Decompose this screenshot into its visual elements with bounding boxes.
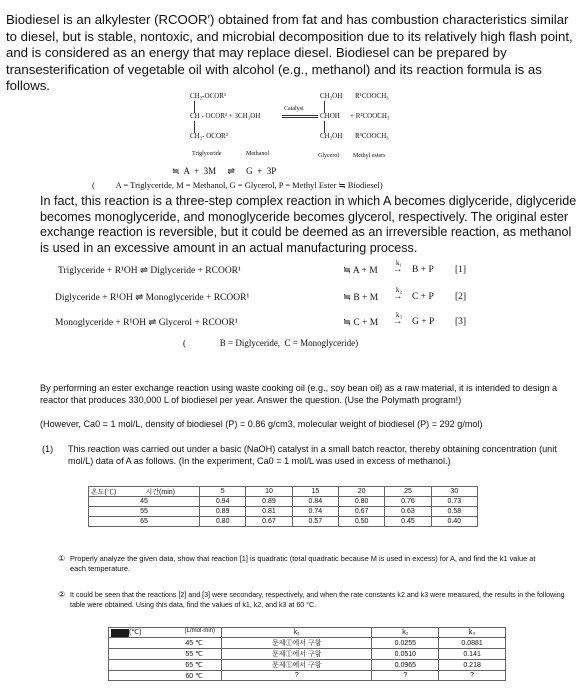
subquestion-1-number: ① bbox=[58, 554, 66, 563]
step-3-products: G + P bbox=[412, 317, 435, 327]
cell: 0.57 bbox=[292, 517, 338, 527]
table-row bbox=[89, 517, 478, 527]
time-header: 30 bbox=[431, 487, 477, 497]
cell: ? bbox=[222, 671, 372, 681]
step-3-left: Monoglyceride + R¹OH ⇌ Glycerol + RCOOR¹ bbox=[55, 318, 238, 328]
time-header: 20 bbox=[338, 487, 384, 497]
cell: 0.0255 bbox=[372, 638, 439, 649]
cell: ? bbox=[439, 671, 506, 681]
cell: 0.74 bbox=[292, 507, 338, 517]
header-k1: k₁ bbox=[222, 628, 372, 638]
corner-temp-label: 온도(℃) bbox=[91, 489, 117, 496]
step-2-number: [2] bbox=[455, 292, 467, 302]
cell: 0.67 bbox=[246, 517, 292, 527]
question-1-text: This reaction was carried out under a basic (NaOH) catalyst in a small batch reactor, thereby obtaining concentration (unit mol/L) data of A as follows. (In the experiment, Ca0 = 1 mol/L was used in excess of methanol.) bbox=[68, 444, 557, 466]
cell: 0.81 bbox=[246, 507, 292, 517]
step-legend: ( B = Diglyceride, C = Monoglyceride) bbox=[183, 338, 359, 348]
step-2-products: C + P bbox=[412, 292, 434, 302]
label-methanol: Methanol bbox=[246, 151, 269, 157]
table-row bbox=[109, 649, 506, 660]
catalyst-label: Catalyst bbox=[284, 106, 304, 112]
cell: 0.141 bbox=[439, 649, 506, 660]
row-temp: 55 ℃ bbox=[109, 649, 222, 660]
cell: 0.80 bbox=[338, 497, 384, 507]
step-2-right: ≒ B + M bbox=[343, 293, 379, 303]
reaction-arrow bbox=[282, 115, 318, 116]
step-1-number: [1] bbox=[455, 265, 467, 275]
table-row bbox=[109, 638, 506, 649]
table2-corner bbox=[109, 628, 222, 638]
cell: 0.63 bbox=[385, 507, 431, 517]
label-triglyceride: Triglyceride bbox=[192, 151, 222, 157]
row-temp: 65 ℃ bbox=[109, 660, 222, 671]
cell: 0.0510 bbox=[372, 649, 439, 660]
cell: 0.58 bbox=[431, 507, 477, 517]
cell: 0.67 bbox=[338, 507, 384, 517]
step-1-k: k₁ bbox=[396, 259, 402, 267]
step-2-k: k₂ bbox=[396, 286, 402, 294]
cell: 0.76 bbox=[385, 497, 431, 507]
table1-corner bbox=[89, 487, 200, 497]
table-row bbox=[109, 660, 506, 671]
short-equation: ≒ A + 3M ⇌ G + 3P bbox=[172, 166, 277, 176]
cell: 0.89 bbox=[200, 507, 246, 517]
time-header: 25 bbox=[385, 487, 431, 497]
step-3-k: k₃ bbox=[396, 311, 402, 319]
step-1-products: B + P bbox=[412, 265, 434, 275]
glycerol-1: CH₂OH bbox=[320, 92, 343, 100]
corner-k-unit: (L/mol·min) bbox=[184, 628, 215, 634]
time-header: 10 bbox=[246, 487, 292, 497]
cell: 0.40 bbox=[431, 517, 477, 527]
row-temp: 55 bbox=[89, 507, 200, 517]
glycerol-2: CHOH bbox=[320, 112, 340, 120]
given-conditions: (However, Ca0 = 1 mol/L, density of biodiesel (P) = 0.86 g/cm3, molecular weight of biodiesel (P) = 292 g/mol) bbox=[40, 419, 483, 429]
step-2-left: Diglyceride + R¹OH ⇌ Monoglyceride + RCOOR¹ bbox=[55, 293, 250, 303]
label-methyl-esters: Methyl esters bbox=[353, 153, 386, 159]
header-k3: k₃ bbox=[439, 628, 506, 638]
redacted-block bbox=[111, 629, 129, 637]
cell: 0.45 bbox=[385, 517, 431, 527]
cell: 0.73 bbox=[431, 497, 477, 507]
ester-2: + R²COOCH₃ bbox=[350, 112, 390, 120]
concentration-table bbox=[88, 486, 478, 527]
scheme-left-2: CH - OCOR² + 3CH₃OH bbox=[190, 112, 261, 120]
subquestion-2-number: ② bbox=[58, 590, 66, 599]
intro-paragraph: Biodiesel is an alkylester (RCOOR′) obtained from fat and has combustion characteristics similar to diesel, but is stable, nontoxic, and microbial decomposition due to its relatively high flash point, and is considered as an energy that may replace diesel. Biodiesel can be prepared by transesterification of vegetable oil with alcohol (e.g., methanol) and its reaction formula is as follows. bbox=[6, 12, 573, 93]
cell: 0.94 bbox=[200, 497, 246, 507]
cell: 0.0965 bbox=[372, 660, 439, 671]
time-header: 5 bbox=[200, 487, 246, 497]
cell: 0.50 bbox=[338, 517, 384, 527]
label-glycerol: Glycerol bbox=[318, 153, 339, 159]
step-1-left: Triglyceride + R¹OH ⇌ Diglyceride + RCOOR¹ bbox=[58, 266, 241, 276]
cell: 문제①에서 구함 bbox=[222, 649, 372, 660]
table-row bbox=[89, 507, 478, 517]
time-header: 15 bbox=[292, 487, 338, 497]
step-3-right: ≒ C + M bbox=[343, 318, 379, 328]
cell: 0.89 bbox=[246, 497, 292, 507]
cell: 문제①에서 구함 bbox=[222, 660, 372, 671]
row-temp: 65 bbox=[89, 517, 200, 527]
ester-3: R³COOCH₃ bbox=[355, 132, 389, 140]
header-k2: k₂ bbox=[372, 628, 439, 638]
rate-constant-table bbox=[108, 627, 506, 681]
scheme-left-3: CH₂- OCOR³ bbox=[190, 132, 228, 140]
step-3-number: [3] bbox=[455, 317, 467, 327]
corner-time-label: 시간(min) bbox=[145, 489, 175, 496]
scheme-legend: ( A = Triglyceride, M = Methanol, G = Glycerol, P = Methyl Ester ≒ Biodiesel) bbox=[92, 180, 383, 190]
corner-temp-unit: (℃) bbox=[129, 629, 142, 636]
problem-statement: By performing an ester exchange reaction using waste cooking oil (e.g., soy bean oil) as a raw material, it is intended to design a reactor that produces 330,000 L of biodiesel per year. Answer the question. (Use the Polymath program!) bbox=[40, 383, 558, 405]
reaction-scheme bbox=[190, 92, 410, 162]
complex-reaction-paragraph: In fact, this reaction is a three-step complex reaction in which A becomes diglyceride, diglyceride becomes monoglyceride, and monoglyceride becomes glycerol, respectively. The original ester exchange reaction is reversible, but it could be deemed as an irreversible reaction, as methanol is used in an excessive amount in an actual manufacturing process. bbox=[40, 194, 577, 255]
cell: 0.84 bbox=[292, 497, 338, 507]
subquestion-2-text: It could be seen that the reactions [2] and [3] were secondary, respectively, and when the rate constants k2 and k3 were measured, the results in the following table were obtained. Using this data, find the values of k1, k2, and k3 at 60 °C. bbox=[70, 591, 565, 609]
cell: 0.0881 bbox=[439, 638, 506, 649]
glycerol-3: CH₂OH bbox=[320, 132, 343, 140]
scheme-left-1: CH₂-OCOR¹ bbox=[190, 92, 227, 100]
step-1-right: ≒ A + M bbox=[343, 266, 378, 276]
cell: 문제①에서 구함 bbox=[222, 638, 372, 649]
table-row bbox=[109, 671, 506, 681]
ester-1: R¹COOCH₃ bbox=[355, 92, 389, 100]
table-row bbox=[89, 497, 478, 507]
question-1-number: (1) bbox=[42, 444, 54, 454]
cell: 0.80 bbox=[200, 517, 246, 527]
row-temp: 45 ℃ bbox=[109, 638, 222, 649]
row-temp: 60 ℃ bbox=[109, 671, 222, 681]
subquestion-1-text: Properly analyze the given data, show that reaction [1] is quadratic (total quadratic because M is used in excess) for A, and find the k1 value at each temperature. bbox=[70, 554, 536, 573]
row-temp: 45 bbox=[89, 497, 200, 507]
cell: 0.218 bbox=[439, 660, 506, 671]
cell: ? bbox=[372, 671, 439, 681]
